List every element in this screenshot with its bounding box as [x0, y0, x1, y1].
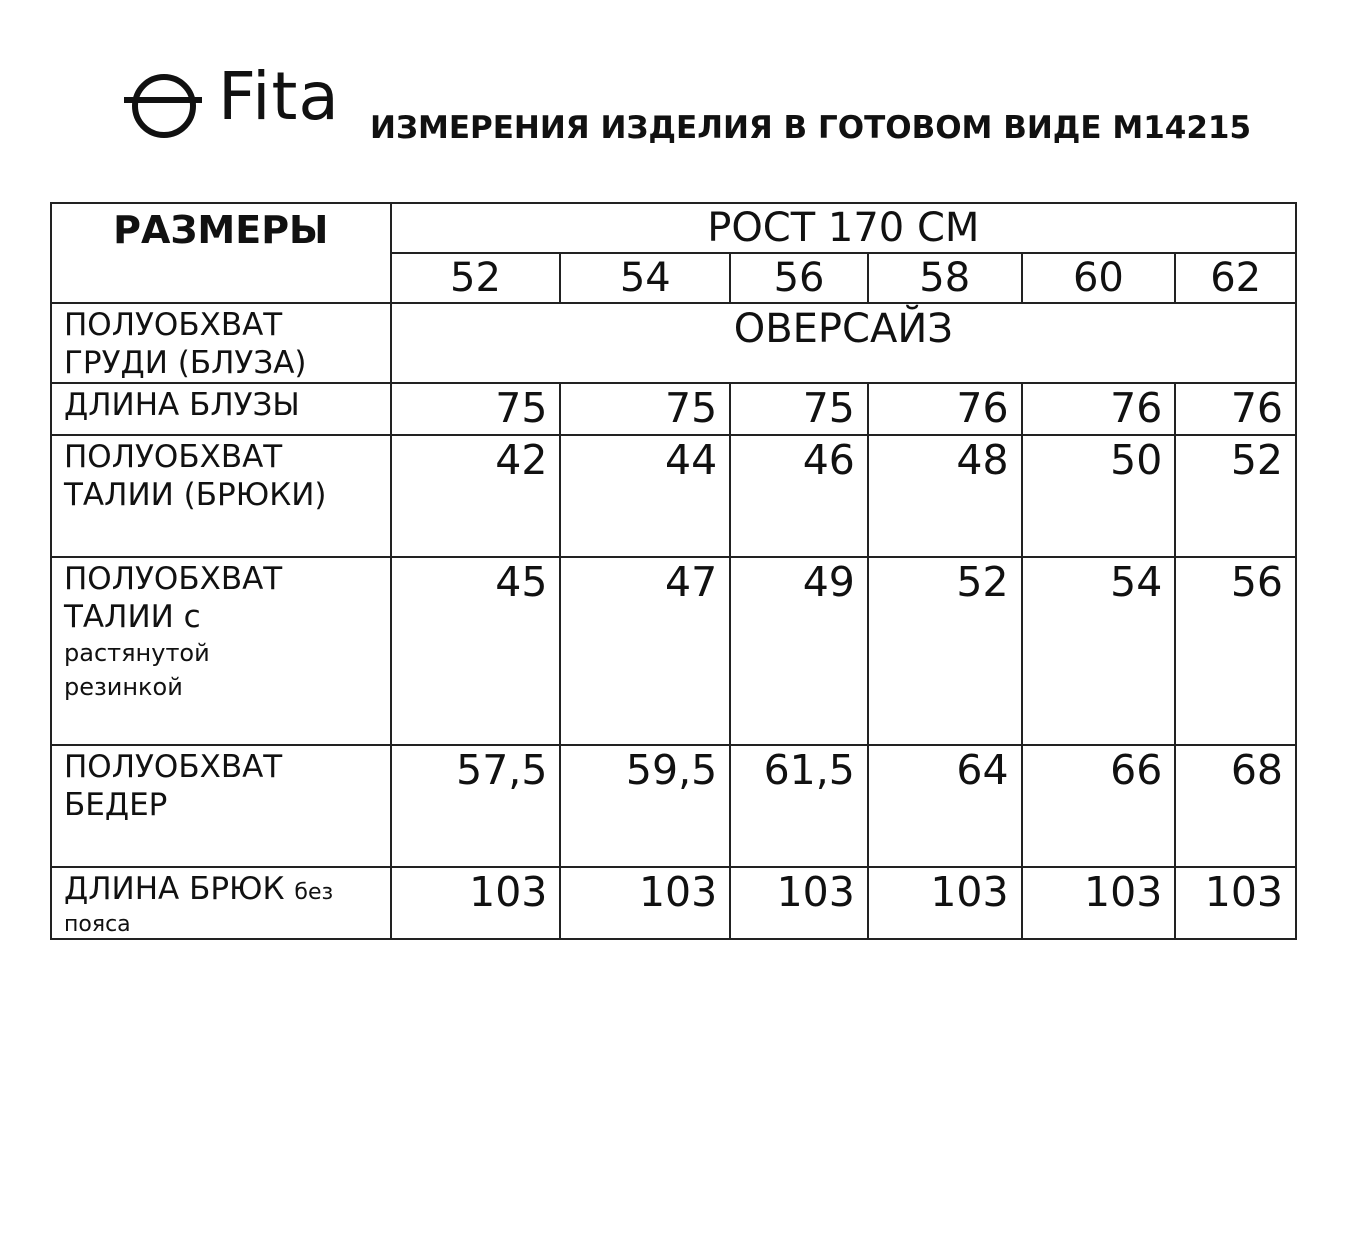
table-cell: 52: [868, 557, 1022, 745]
header: [122, 58, 1252, 146]
row-label: [51, 745, 391, 867]
table-cell: 56: [1175, 557, 1296, 745]
row-label: [51, 867, 391, 939]
table-cell: 52: [1175, 435, 1296, 557]
table-cell: 47: [560, 557, 730, 745]
table-cell: 76: [868, 383, 1022, 435]
table-cell: 44: [560, 435, 730, 557]
oversize-value: ОВЕРСАЙЗ: [391, 303, 1296, 383]
table-cell: 76: [1022, 383, 1176, 435]
table-cell: 68: [1175, 745, 1296, 867]
table-cell: 64: [868, 745, 1022, 867]
row-label-line: резинкой: [64, 673, 183, 701]
table-cell: 50: [1022, 435, 1176, 557]
row-label: [51, 557, 391, 745]
row-label: [51, 435, 391, 557]
table-cell: 103: [1022, 867, 1176, 939]
row-label-note: без: [294, 880, 334, 905]
brand-logo: [122, 58, 352, 146]
table-cell: 59,5: [560, 745, 730, 867]
row-label-line: растянутой: [64, 639, 210, 667]
table-cell: 42: [391, 435, 561, 557]
size-table: [50, 202, 1297, 940]
row-label-line: ПОЛУОБХВАТ: [64, 439, 283, 475]
row-label-line: ТАЛИИ (БРЮКИ): [64, 477, 327, 513]
height-header: РОСТ 170 СМ: [391, 203, 1296, 253]
row-label-line: ПОЛУОБХВАТ: [64, 561, 283, 597]
header-row-height: [51, 203, 1296, 253]
row-label-line: ГРУДИ (БЛУЗА): [64, 345, 307, 381]
table-cell: 103: [868, 867, 1022, 939]
table-cell: 103: [560, 867, 730, 939]
row-label: [51, 383, 391, 435]
table-cell: 57,5: [391, 745, 561, 867]
row-label-line: ДЛИНА БЛУЗЫ: [64, 387, 300, 423]
table-cell: 54: [1022, 557, 1176, 745]
size-column-header: 54: [560, 253, 730, 303]
table-cell: 66: [1022, 745, 1176, 867]
size-column-header: 58: [868, 253, 1022, 303]
row-label-note-line: пояса: [64, 912, 131, 937]
row-label-line: ТАЛИИ с: [64, 599, 201, 635]
table-cell: 75: [560, 383, 730, 435]
table-row-trousers-length: [51, 867, 1296, 939]
table-cell: 61,5: [730, 745, 868, 867]
table-row-waist-stretched: [51, 557, 1296, 745]
table-row-hips: [51, 745, 1296, 867]
table-cell: 76: [1175, 383, 1296, 435]
sizes-header: РАЗМЕРЫ: [51, 203, 391, 303]
table-cell: 48: [868, 435, 1022, 557]
row-label-line: ПОЛУОБХВАТ: [64, 307, 283, 343]
table-cell: 75: [391, 383, 561, 435]
table-row-waist: [51, 435, 1296, 557]
fita-theta-icon: [122, 66, 218, 146]
size-column-header: 56: [730, 253, 868, 303]
row-label: [51, 303, 391, 383]
row-label-main: ДЛИНА БРЮК: [64, 871, 285, 907]
table-cell: 103: [391, 867, 561, 939]
row-label-line: БЕДЕР: [64, 787, 168, 823]
size-column-header: 52: [391, 253, 561, 303]
table-cell: 46: [730, 435, 868, 557]
size-column-header: 60: [1022, 253, 1176, 303]
table-cell: 75: [730, 383, 868, 435]
brand-name: Fita: [218, 58, 340, 135]
table-cell: 49: [730, 557, 868, 745]
table-cell: 103: [730, 867, 868, 939]
table-cell: 45: [391, 557, 561, 745]
table-cell: 103: [1175, 867, 1296, 939]
row-label-line: ПОЛУОБХВАТ: [64, 749, 283, 785]
document-title: ИЗМЕРЕНИЯ ИЗДЕЛИЯ В ГОТОВОМ ВИДЕ М14215: [370, 110, 1252, 146]
size-column-header: 62: [1175, 253, 1296, 303]
table-row-blouse-length: [51, 383, 1296, 435]
table-row-chest: [51, 303, 1296, 383]
row-label-line: [64, 870, 390, 912]
